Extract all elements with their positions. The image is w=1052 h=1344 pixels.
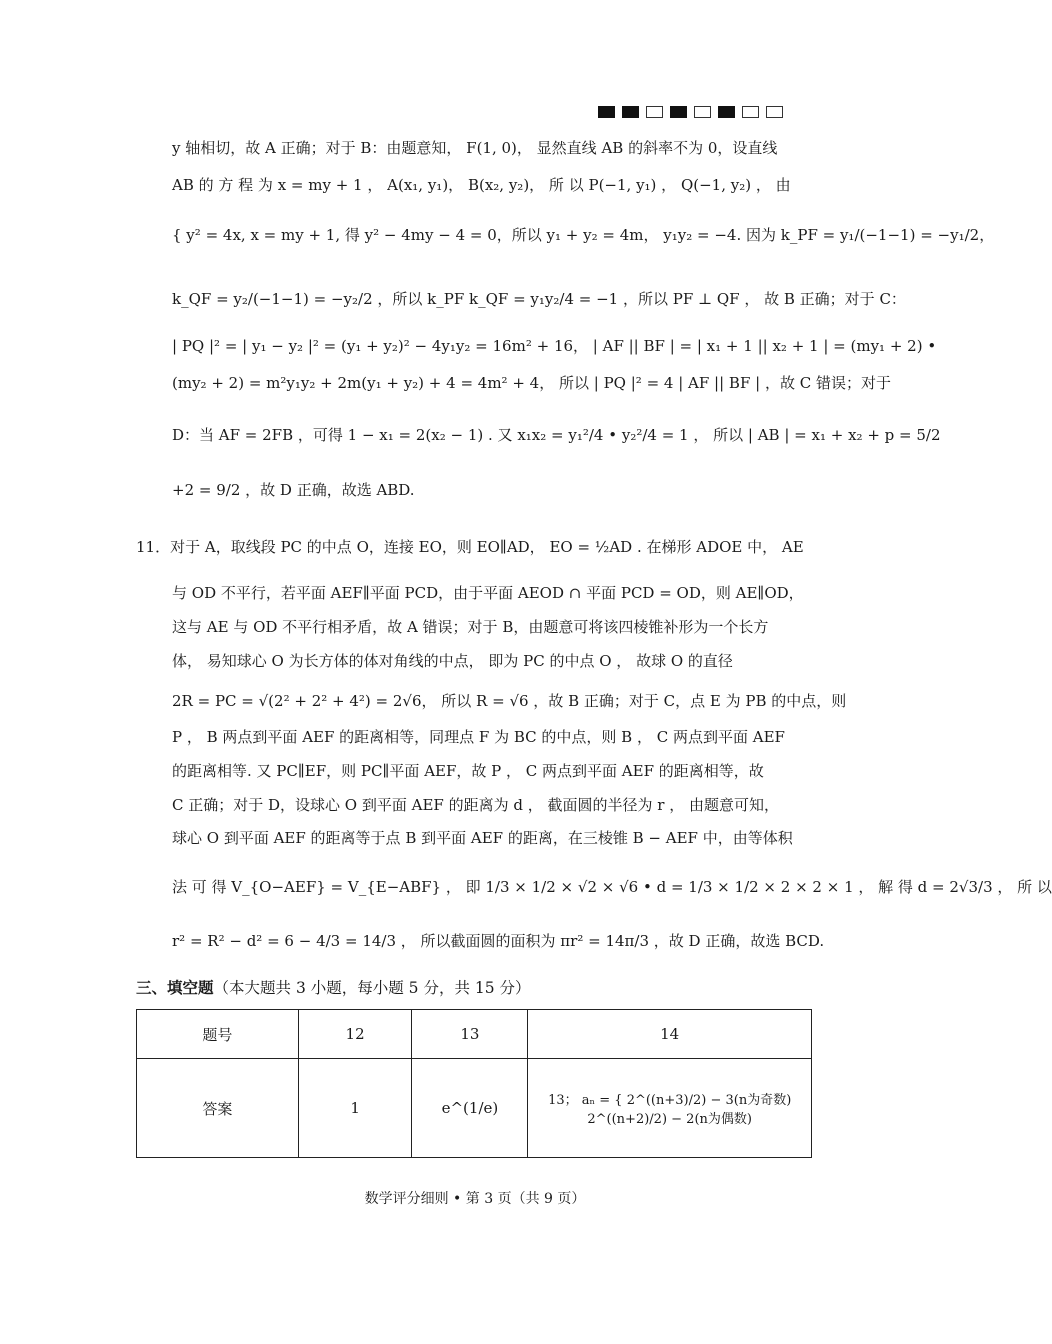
text-line: 球心 O 到平面 AEF 的距离等于点 B 到平面 AEF 的距离，在三棱锥 B − AEF 中，由等体积	[172, 829, 793, 847]
answer-table	[136, 1009, 812, 1158]
text-line: 法 可 得 V_{O−AEF} = V_{E−ABF} ， 即 1/3 × 1/2 × √2 × √6 • d = 1/3 × 1/2 × 2 × 2 × 1 ， 解 得 d = 2√3/3 ， 所 以	[172, 878, 1052, 896]
table-answer-cell: 1	[298, 1059, 412, 1158]
section-title: 三、填空题	[136, 978, 214, 997]
text-line: (my₂ + 2) = m²y₁y₂ + 2m(y₁ + y₂) + 4 = 4m² + 4， 所以 | PQ |² = 4 | AF || BF | ，故 C 错误；对于	[172, 374, 891, 392]
text-line: { y² = 4x, x = my + 1, 得 y² − 4my − 4 = 0，所以 y₁ + y₂ = 4m， y₁y₂ = −4. 因为 k_PF = y₁/(−1−1) = −y₁/2，	[172, 226, 995, 244]
empty-square-icon	[694, 106, 711, 118]
page-footer: 数学评分细则 • 第 3 页（共 9 页）	[364, 1191, 586, 1207]
table-answer-row	[137, 1059, 812, 1158]
table-answer-cell: 答案	[137, 1059, 299, 1158]
empty-square-icon	[646, 106, 663, 118]
table-header-cell: 题号	[137, 1010, 299, 1059]
text-line: C 正确；对于 D，设球心 O 到平面 AEF 的距离为 d ， 截面圆的半径为 r ， 由题意可知，	[172, 796, 779, 814]
filled-square-icon	[670, 106, 687, 118]
text-line: 11．对于 A，取线段 PC 的中点 O，连接 EO，则 EO∥AD， EO = ½AD . 在梯形 ADOE 中， AE	[136, 538, 804, 556]
text-line: k_QF = y₂/(−1−1) = −y₂/2 ，所以 k_PF k_QF = y₁y₂/4 = −1 ，所以 PF ⊥ QF ， 故 B 正确；对于 C：	[172, 290, 906, 308]
empty-square-icon	[742, 106, 759, 118]
table-answer-cell: 13； aₙ = { 2^((n+3)/2) − 3(n为奇数) 2^((n+2)/2) − 2(n为偶数)	[528, 1059, 812, 1158]
table-answer-cell: e^(1/e)	[412, 1059, 528, 1158]
text-line: 2R = PC = √(2² + 2² + 4²) = 2√6， 所以 R = √6 ，故 B 正确；对于 C，点 E 为 PB 的中点，则	[172, 692, 847, 710]
text-line: 这与 AE 与 OD 不平行相矛盾，故 A 错误；对于 B，由题意可将该四棱锥补形为一个长方	[172, 618, 769, 636]
text-line: P ， B 两点到平面 AEF 的距离相等，同理点 F 为 BC 的中点，则 B ， C 两点到平面 AEF	[172, 728, 785, 746]
text-line: 与 OD 不平行，若平面 AEF∥平面 PCD，由于平面 AEOD ∩ 平面 PCD = OD，则 AE∥OD，	[172, 584, 804, 602]
text-line: y 轴相切，故 A 正确；对于 B：由题意知， F(1, 0)， 显然直线 AB 的斜率不为 0，设直线	[172, 139, 778, 157]
text-line: D：当 AF = 2FB ，可得 1 − x₁ = 2(x₂ − 1) . 又 x₁x₂ = y₁²/4 • y₂²/4 = 1 ， 所以 | AB | = x₁ + x₂ + p = 5/2	[172, 426, 941, 444]
text-line: r² = R² − d² = 6 − 4/3 = 14/3 ， 所以截面圆的面积为 πr² = 14π/3 ，故 D 正确，故选 BCD.	[172, 932, 825, 950]
filled-square-icon	[598, 106, 615, 118]
table-header-cell: 12	[298, 1010, 412, 1059]
section-header	[136, 977, 531, 999]
header-marks	[598, 106, 783, 118]
section-note: （本大题共 3 小题，每小题 5 分，共 15 分）	[213, 979, 531, 997]
empty-square-icon	[766, 106, 783, 118]
table-header-cell: 13	[412, 1010, 528, 1059]
text-line: 体， 易知球心 O 为长方体的体对角线的中点， 即为 PC 的中点 O ， 故球 O 的直径	[172, 652, 733, 670]
text-line: | PQ |² = | y₁ − y₂ |² = (y₁ + y₂)² − 4y₁y₂ = 16m² + 16， | AF || BF | = | x₁ + 1 || x₂ + 1 | = (my₁ + 2) •	[172, 337, 937, 355]
text-line: +2 = 9/2 ，故 D 正确，故选 ABD.	[172, 481, 415, 499]
filled-square-icon	[622, 106, 639, 118]
table-header-row	[137, 1010, 812, 1059]
table-header-cell: 14	[528, 1010, 812, 1059]
text-line: 的距离相等. 又 PC∥EF，则 PC∥平面 AEF，故 P ， C 两点到平面 AEF 的距离相等，故	[172, 762, 764, 780]
text-line: AB 的 方 程 为 x = my + 1 ， A(x₁, y₁)， B(x₂, y₂)， 所 以 P(−1, y₁) ， Q(−1, y₂) ， 由	[172, 176, 791, 194]
filled-square-icon	[718, 106, 735, 118]
